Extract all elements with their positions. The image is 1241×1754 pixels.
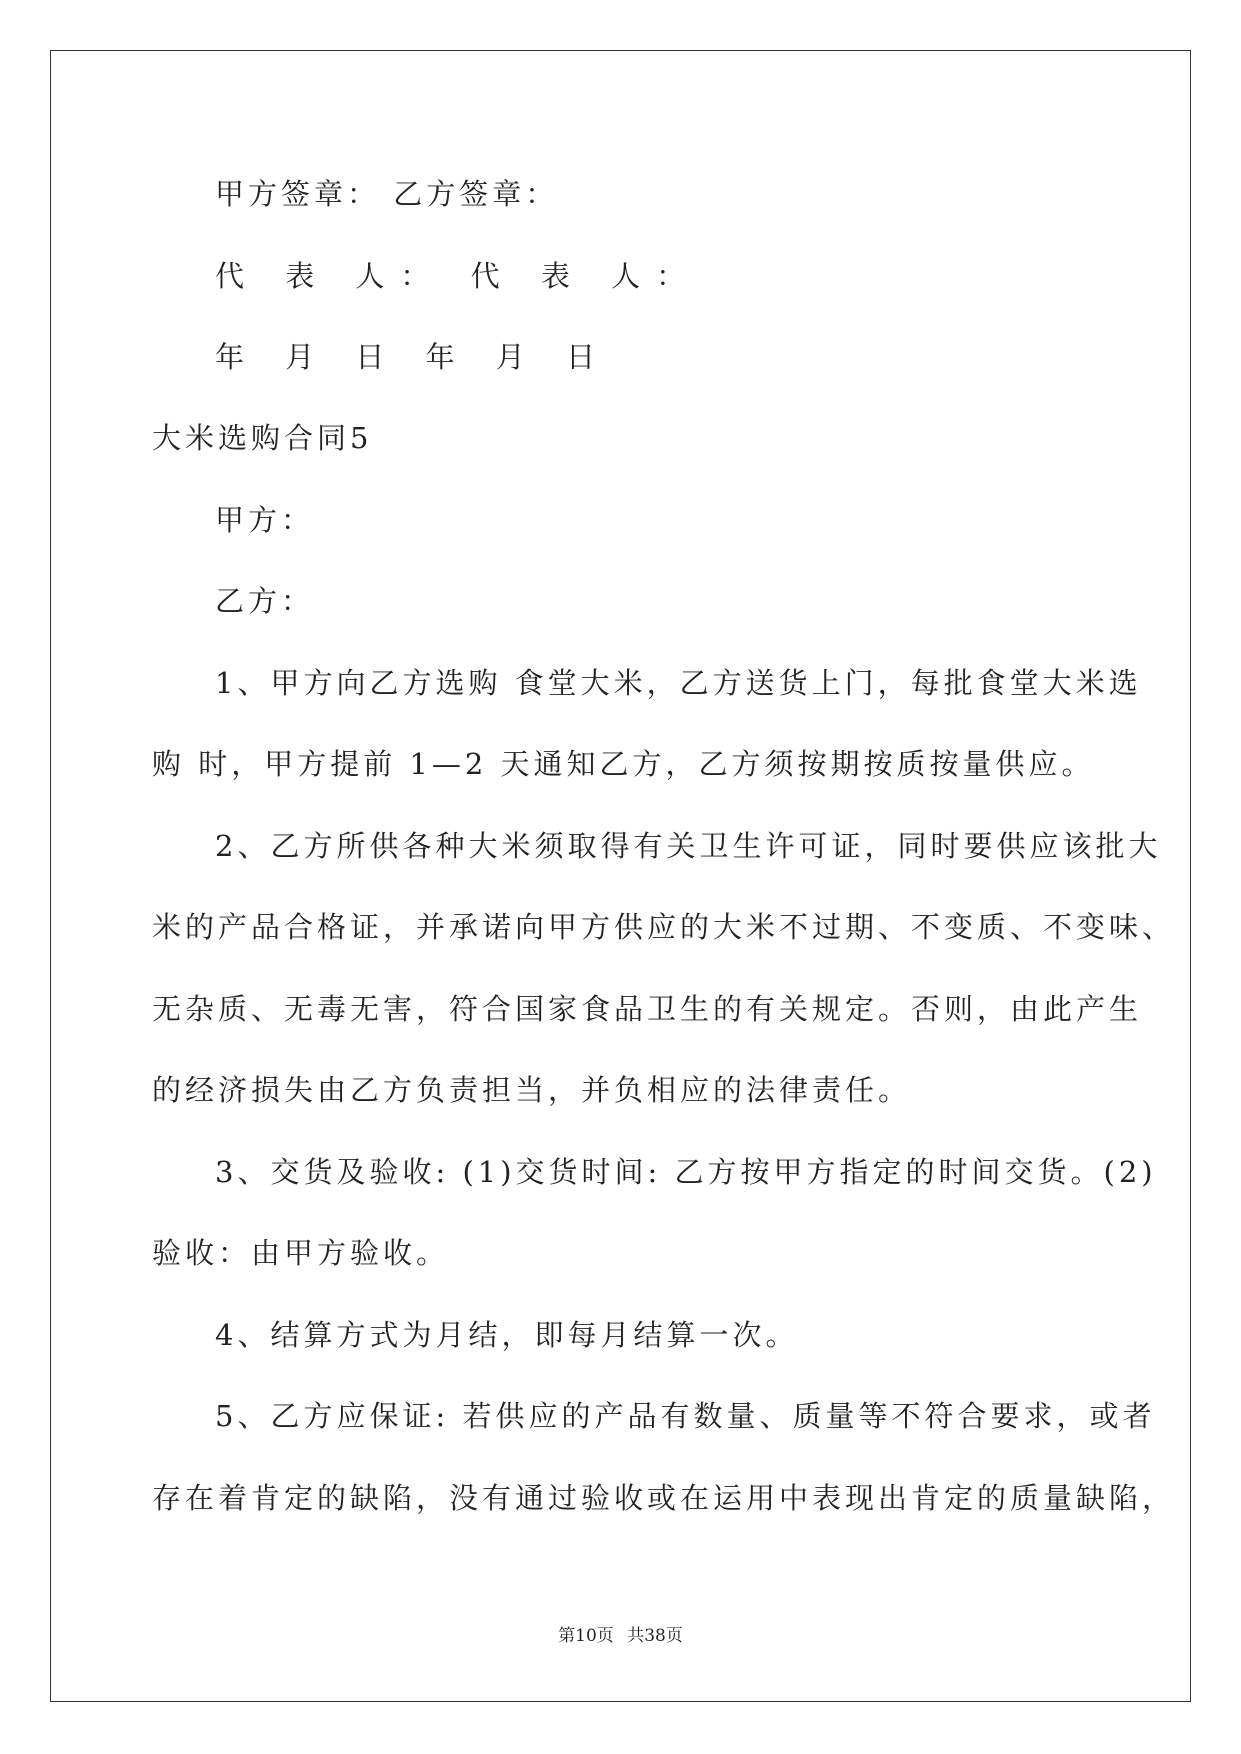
clause-line: 4、结算方式为月结，即每月结算一次。 — [215, 1318, 799, 1352]
clause-line: 验收：由甲方验收。 — [152, 1236, 450, 1270]
clause-line: 存在着肯定的缺陷，没有通过验收或在运用中表现出肯定的质量缺陷， — [152, 1481, 1176, 1515]
clause-line: 5、乙方应保证: 若供应的产品有数量、质量等不符合要求，或者 — [215, 1399, 1156, 1433]
representative-line: 代 表 人： 代 表 人： — [215, 259, 702, 293]
clause-line: 购 时，甲方提前 1—2 天通知乙方，乙方须按期按质按量供应。 — [152, 747, 1095, 781]
party-b-label: 乙方： — [215, 584, 315, 618]
date-line: 年 月 日 年 月 日 — [215, 340, 612, 374]
page-number-current: 第10页 — [558, 1626, 614, 1646]
clause-line: 1、甲方向乙方选购 食堂大米，乙方送货上门，每批食堂大米选 — [215, 666, 1142, 700]
section-title: 大米选购合同5 — [152, 421, 373, 455]
signature-line: 甲方签章： 乙方签章： — [215, 177, 559, 211]
page-border — [50, 50, 1191, 1702]
clause-line: 无杂质、无毒无害，符合国家食品卫生的有关规定。否则，由此产生 — [152, 992, 1143, 1026]
clause-line: 3、交货及验收: (1)交货时间: 乙方按甲方指定的时间交货。(2) — [215, 1155, 1157, 1189]
clause-line: 米的产品合格证，并承诺向甲方供应的大米不过期、不变质、不变味、 — [152, 910, 1176, 944]
clause-line: 的经济损失由乙方负责担当，并负相应的法律责任。 — [152, 1073, 912, 1107]
clause-line: 2、乙方所供各种大米须取得有关卫生许可证，同时要供应该批大 — [215, 829, 1162, 863]
page-number-total: 共38页 — [627, 1626, 683, 1646]
page-footer — [0, 1625, 1241, 1647]
party-a-label: 甲方： — [215, 503, 315, 537]
